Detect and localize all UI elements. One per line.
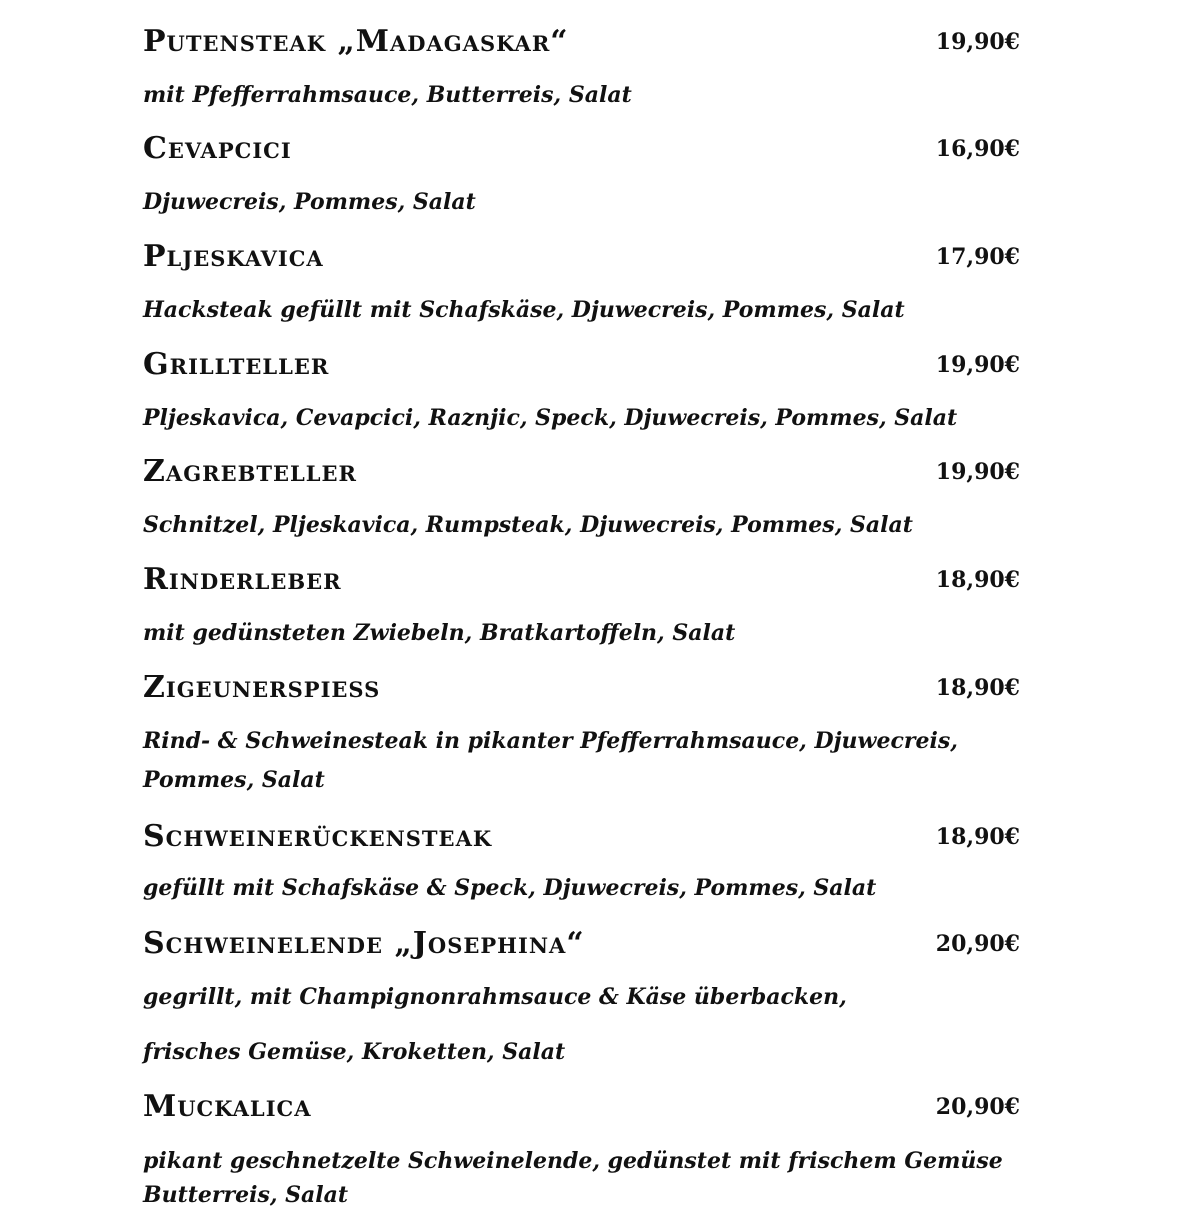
dish-name: Schweinerückensteak — [143, 819, 493, 854]
dish-description: mit gedünsteten Zwiebeln, Bratkartoffeln, Salat — [143, 620, 736, 646]
dish-name: Grillteller — [143, 347, 330, 382]
dish-description: frisches Gemüse, Kroketten, Salat — [143, 1039, 566, 1065]
dish-description: Butterreis, Salat — [143, 1182, 349, 1208]
dish-name: Schweinelende „Josephina“ — [143, 926, 585, 961]
dish-price: 16,90€ — [935, 136, 1020, 162]
dish-description: Rind- & Schweinesteak in pikanter Pfefferrahmsauce, Djuwecreis, — [143, 728, 958, 754]
dish-name: Putensteak „Madagaskar“ — [143, 24, 569, 59]
dish-price: 18,90€ — [935, 567, 1020, 593]
dish-name: Rinderleber — [143, 562, 342, 597]
dish-price: 17,90€ — [935, 244, 1020, 270]
dish-price: 19,90€ — [935, 352, 1020, 378]
dish-description: Pommes, Salat — [143, 767, 325, 793]
dish-description: Pljeskavica, Cevapcici, Raznjic, Speck, Djuwecreis, Pommes, Salat — [143, 405, 958, 431]
dish-price: 19,90€ — [935, 459, 1020, 485]
dish-price: 18,90€ — [935, 824, 1020, 850]
dish-description: gefüllt mit Schafskäse & Speck, Djuwecreis, Pommes, Salat — [143, 875, 877, 901]
dish-description: gegrillt, mit Champignonrahmsauce & Käse überbacken, — [143, 984, 847, 1010]
dish-price: 20,90€ — [935, 1094, 1020, 1120]
dish-name: Pljeskavica — [143, 239, 324, 274]
dish-description: pikant geschnetzelte Schweinelende, gedünstet mit frischem Gemüse — [143, 1148, 1003, 1174]
dish-description: mit Pfefferrahmsauce, Butterreis, Salat — [143, 82, 632, 108]
dish-price: 19,90€ — [935, 29, 1020, 55]
dish-description: Hacksteak gefüllt mit Schafskäse, Djuwecreis, Pommes, Salat — [143, 297, 905, 323]
dish-description: Schnitzel, Pljeskavica, Rumpsteak, Djuwecreis, Pommes, Salat — [143, 512, 913, 538]
dish-name: Zagrebteller — [143, 454, 357, 489]
dish-price: 20,90€ — [935, 931, 1020, 957]
dish-name: Cevapcici — [143, 131, 292, 166]
dish-price: 18,90€ — [935, 675, 1020, 701]
dish-name: Muckalica — [143, 1089, 312, 1124]
dish-name: Zigeunerspiess — [143, 670, 381, 705]
dish-description: Djuwecreis, Pommes, Salat — [143, 189, 476, 215]
